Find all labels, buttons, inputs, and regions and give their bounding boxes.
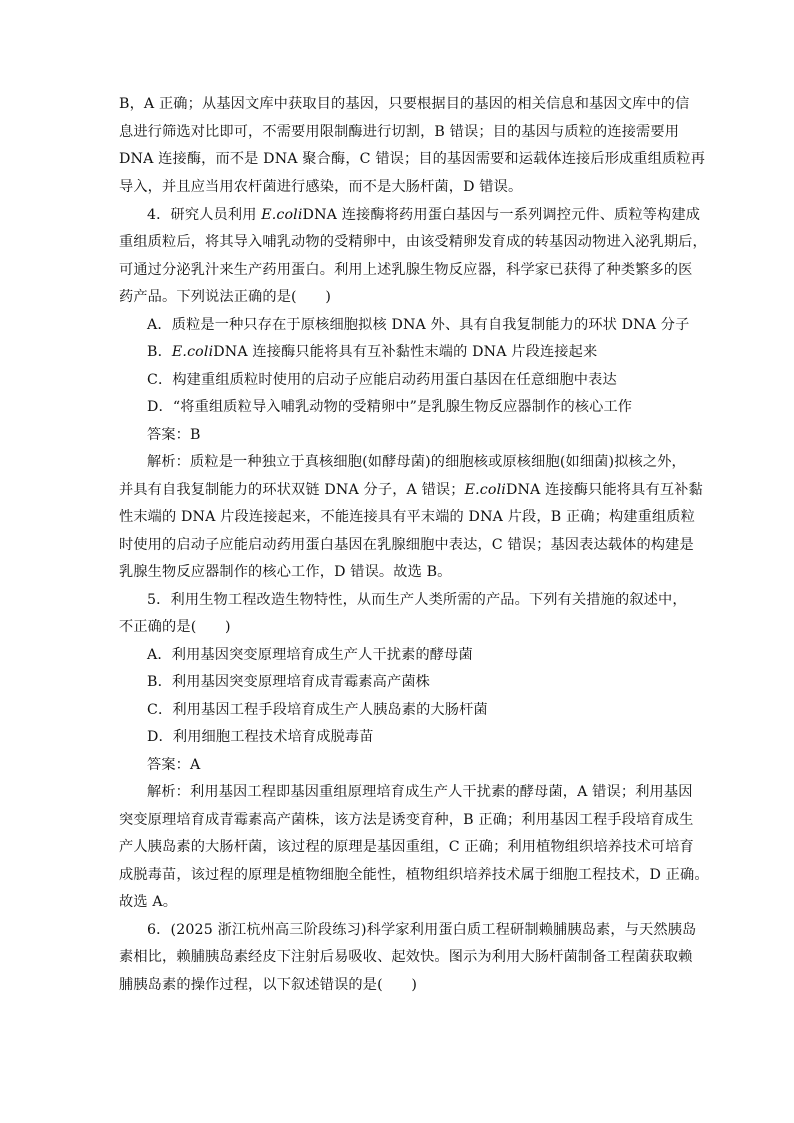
explanation: 突变原理培育成青霉素高产菌株，该方法是诱变育种，B 正确；利用基因工程手段培育成生 (119, 812, 694, 828)
explanation: 时使用的启动子应能启动药用蛋白基因在乳腺细胞中表达，C 错误；基因表达载体的构建是 (119, 537, 694, 553)
question-4-stem: 4．研究人员利用 E.coliDNA 连接酶将药用蛋白基因与一系列调控元件、质粒等构建成 (147, 207, 701, 223)
question-5-stem: 5．利用生物工程改造生物特性，从而生产人类所需的产品。下列有关措施的叙述中， (147, 592, 687, 608)
species-name: E.coli (261, 207, 303, 223)
explanation: 乳腺生物反应器制作的核心工作，D 错误。故选 B。 (119, 564, 452, 580)
option-a: A．质粒是一种只存在于原核细胞拟核 DNA 外、具有自我复制能力的环状 DNA 分子 (147, 317, 690, 333)
option-b: B．E.coliDNA 连接酶只能将具有互补黏性末端的 DNA 片段连接起来 (147, 344, 598, 360)
question-6-stem: 6．(2025 浙江杭州高三阶段练习)科学家利用蛋白质工程研制赖脯胰岛素，与天然胰岛 (147, 922, 697, 938)
question-4-stem: 可通过分泌乳汁来生产药用蛋白。利用上述乳腺生物反应器，科学家已获得了种类繁多的医 (119, 262, 693, 278)
explanation: 并具有自我复制能力的环状双链 DNA 分子，A 错误；E.coliDNA 连接酶只能将具有互补黏 (119, 482, 703, 498)
species-name: E.coli (464, 482, 506, 498)
species-name: E.coli (171, 344, 214, 360)
explanation: 成脱毒苗，该过程的原理是植物细胞全能性，植物组织培养技术属于细胞工程技术，D 正确。 (119, 867, 709, 883)
option-c: C．构建重组质粒时使用的启动子应能启动药用蛋白基因在任意细胞中表达 (147, 372, 617, 388)
paragraph-line: 导入，并且应当用农杆菌进行感染，而不是大肠杆菌，D 错误。 (119, 179, 523, 195)
question-4-stem: 药产品。下列说法正确的是( ) (119, 289, 332, 305)
question-6-stem: 素相比，赖脯胰岛素经皮下注射后易吸收、起效快。图示为利用大肠杆菌制备工程菌获取赖 (119, 949, 693, 965)
answer: 答案：B (147, 427, 201, 443)
option-d: D．利用细胞工程技术培育成脱毒苗 (147, 729, 374, 745)
answer: 答案：A (147, 757, 201, 773)
question-5-stem: 不正确的是( ) (119, 619, 231, 635)
explanation: 故选 A。 (119, 894, 178, 910)
paragraph-line: B，A 正确；从基因文库中获取目的基因，只要根据目的基因的相关信息和基因文库中的信 (119, 96, 690, 112)
option-b: B．利用基因突变原理培育成青霉素高产菌株 (147, 674, 430, 690)
question-4-stem: 重组质粒后，将其导入哺乳动物的受精卵中，由该受精卵发育成的转基因动物进入泌乳期后， (119, 234, 707, 250)
option-a: A．利用基因突变原理培育成生产人干扰素的酵母菌 (147, 647, 473, 663)
paragraph-line: DNA 连接酶，而不是 DNA 聚合酶，C 错误；目的基因需要和运载体连接后形成重组质粒再 (119, 151, 706, 167)
explanation: 解析：利用基因工程即基因重组原理培育成生产人干扰素的酵母菌，A 错误；利用基因 (147, 784, 693, 800)
explanation: 性末端的 DNA 片段连接起来，不能连接具有平末端的 DNA 片段，B 正确；构建重组质粒 (119, 509, 695, 525)
explanation: 产人胰岛素的大肠杆菌，该过程的原理是基因重组，C 正确；利用植物组织培养技术可培育 (119, 839, 694, 855)
explanation: 解析：质粒是一种独立于真核细胞(如酵母菌)的细胞核或原核细胞(如细菌)拟核之外， (147, 454, 686, 470)
question-6-stem: 脯胰岛素的操作过程，以下叙述错误的是( ) (119, 977, 418, 993)
option-c: C．利用基因工程手段培育成生产人胰岛素的大肠杆菌 (147, 702, 488, 718)
paragraph-line: 息进行筛选对比即可，不需要用限制酶进行切割，B 错误；目的基因与质粒的连接需要用 (119, 124, 680, 140)
option-d: D．“将重组质粒导入哺乳动物的受精卵中”是乳腺生物反应器制作的核心工作 (147, 399, 633, 415)
